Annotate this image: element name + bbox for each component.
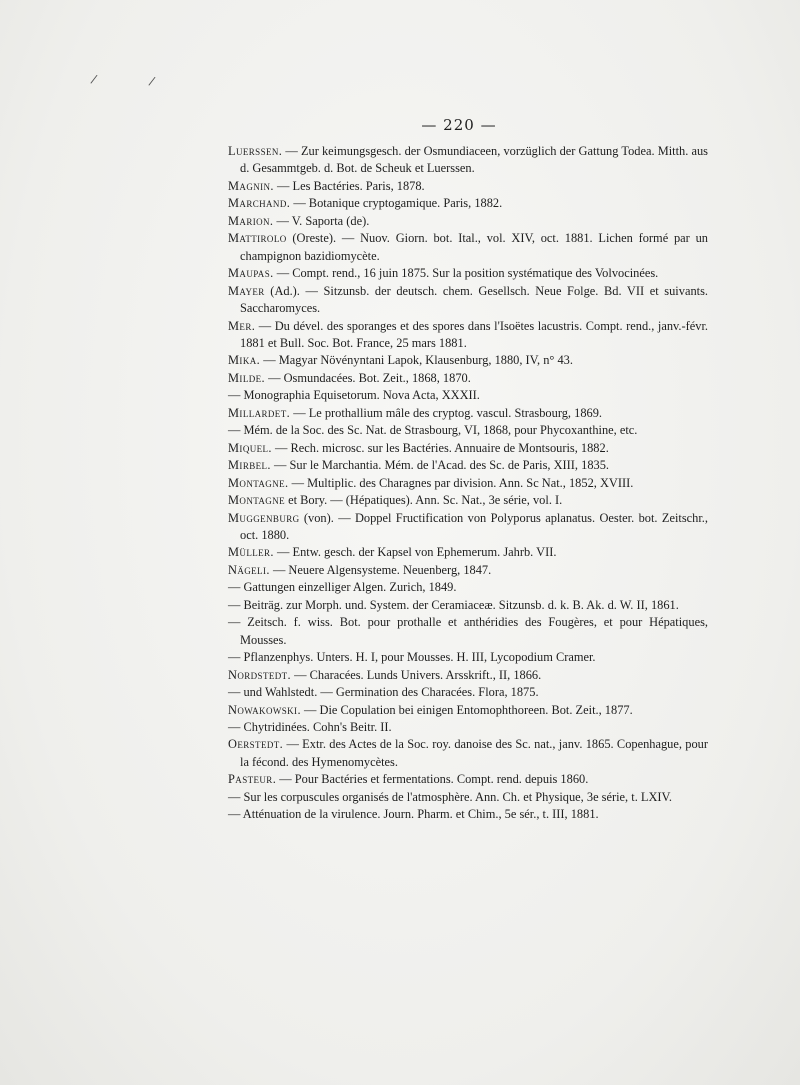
bibliography-entry (228, 806, 708, 823)
bibliography-list (228, 143, 708, 824)
entry-text: — Botanique cryptogamique. Paris, 1882. (290, 196, 503, 211)
bibliography-entry (228, 684, 708, 701)
bibliography-entry (228, 544, 708, 561)
bibliography-entry (228, 614, 708, 649)
bibliography-entry (228, 579, 708, 596)
entry-author: Mattirolo (228, 231, 287, 246)
entry-author: Maupas. (228, 266, 274, 281)
bibliography-entry (228, 195, 708, 212)
bibliography-entry (228, 283, 708, 318)
bibliography-entry (228, 352, 708, 369)
bibliography-entry (228, 667, 708, 684)
bibliography-entry (228, 789, 708, 806)
entry-text: — Gattungen einzelliger Algen. Zurich, 1849. (228, 580, 457, 595)
entry-author: Miquel. (228, 440, 272, 455)
entry-text: et Bory. — (Hépatiques). Ann. Sc. Nat., 3e série, vol. I. (285, 493, 563, 508)
entry-author: Luerssen. (228, 144, 283, 158)
bibliography-entry (228, 702, 708, 719)
bibliography-entry (228, 405, 708, 422)
entry-author: Nordstedt. (228, 667, 292, 682)
entry-text: — Sur le Marchantia. Mém. de l'Acad. des Sc. de Paris, XIII, 1835. (270, 458, 609, 473)
bibliography-entry (228, 492, 708, 509)
bibliography-entry (228, 510, 708, 545)
bibliography-entry (228, 736, 708, 771)
entry-author: Marion. (228, 213, 274, 228)
entry-author: Müller. (228, 545, 274, 560)
entry-text: — Le prothallium mâle des cryptog. vascul. Strasbourg, 1869. (290, 405, 602, 420)
entry-author: Mayer (228, 283, 265, 298)
bibliography-entry (228, 143, 708, 178)
entry-text: — Du dével. des sporanges et des spores dans l'Isoëtes lacustris. Compt. rend., janv.-févr. 1881 et Bull. Soc. Bot. France, 25 mars 1881. (240, 318, 708, 350)
entry-text: — und Wahlstedt. — Germination des Characées. Flora, 1875. (228, 685, 539, 700)
bibliography-entry (228, 440, 708, 457)
entry-author: Muggenburg (228, 510, 300, 525)
bibliography-entry (228, 230, 708, 265)
bibliography-entry (228, 457, 708, 474)
entry-text: — Monographia Equisetorum. Nova Acta, XXXII. (228, 388, 480, 403)
entry-text: — Chytridinées. Cohn's Beitr. II. (228, 719, 392, 734)
entry-author: Pasteur. (228, 772, 277, 787)
entry-text: (Ad.). — Sitzunsb. der deutsch. chem. Gesellsch. Neue Folge. Bd. VII et suivants. Saccharomyces. (240, 283, 708, 316)
entry-author: Montagne (228, 493, 285, 508)
entry-text: — V. Saporta (de). (273, 213, 370, 228)
entry-text: — Mém. de la Soc. des Sc. Nat. de Strasbourg, VI, 1868, pour Phycoxanthine, etc. (228, 423, 638, 438)
entry-author: Nowakowski. (228, 702, 301, 717)
page-number: — 220 — (421, 116, 497, 134)
entry-text: — Zur keimungsgesch. der Osmundiaceen, vorzüglich der Gattung Todea. Mitth. aus d. Gesammtgeb. d. Bot. de Scheuk et Luerssen. (240, 144, 708, 176)
entry-author: Milde. (228, 370, 266, 385)
entry-text: — Extr. des Actes de la Soc. roy. danoise des Sc. nat., janv. 1865. Copenhague, pour la fécond. des Hymenomycètes. (240, 737, 708, 769)
entry-text: (von). — Doppel Fructification von Polyporus aplanatus. Oester. bot. Zeitschr., oct. 1880. (240, 510, 708, 542)
entry-author: Mika. (228, 353, 261, 368)
entry-text: — Rech. microsc. sur les Bactéries. Annuaire de Montsouris, 1882. (271, 440, 609, 455)
entry-author: Mer. (228, 318, 256, 333)
entry-text: — Compt. rend., 16 juin 1875. Sur la position systématique des Volvocinées. (273, 266, 659, 281)
entry-author: Nägeli. (228, 562, 270, 577)
entry-author: Marchand. (228, 196, 291, 211)
bibliography-entry (228, 771, 708, 788)
stray-pencil-mark: / (147, 73, 157, 89)
bibliography-entry (228, 422, 708, 439)
entry-text: (Oreste). — Nuov. Giorn. bot. Ital., vol. XIV, oct. 1881. Lichen formé par un champignon bazidiomycète. (240, 231, 708, 263)
bibliography-entry (228, 475, 708, 492)
entry-text: — Zeitsch. f. wiss. Bot. pour prothalle et anthéridies des Fougères, et pour Hépatiques, Mousses. (228, 615, 708, 647)
bibliography-entry (228, 597, 708, 614)
entry-text: — Pour Bactéries et fermentations. Compt. rend. depuis 1860. (276, 772, 589, 787)
bibliography-entry (228, 649, 708, 666)
entry-author: Magnin. (228, 178, 274, 193)
bibliography-entry (228, 318, 708, 353)
entry-text: — Multiplic. des Charagnes par division. Ann. Sc Nat., 1852, XVIII. (288, 475, 634, 490)
entry-text: — Osmundacées. Bot. Zeit., 1868, 1870. (265, 370, 471, 385)
bibliography-entry (228, 562, 708, 579)
entry-text: — Die Copulation bei einigen Entomophthoreen. Bot. Zeit., 1877. (300, 702, 633, 717)
bibliography-entry (228, 265, 708, 282)
bibliography-entry (228, 213, 708, 230)
entry-author: Montagne. (228, 475, 289, 490)
entry-text: — Les Bactéries. Paris, 1878. (273, 178, 425, 193)
entry-text: — Beiträg. zur Morph. und. System. der Ceramiaceæ. Sitzunsb. d. k. B. Ak. d. W. II, 1861. (228, 597, 679, 612)
stray-pencil-mark: / (89, 71, 99, 87)
bibliography-entry (228, 370, 708, 387)
bibliography-entry (228, 387, 708, 404)
entry-author: Millardet. (228, 405, 291, 420)
entry-text: — Atténuation de la virulence. Journ. Pharm. et Chim., 5e sér., t. III, 1881. (228, 807, 599, 822)
entry-text: — Characées. Lunds Univers. Arsskrift., II, 1866. (291, 667, 542, 682)
entry-author: Oerstedt. (228, 737, 284, 752)
bibliography-entry (228, 178, 708, 195)
entry-text: — Entw. gesch. der Kapsel von Ephemerum. Jahrb. VII. (273, 545, 557, 560)
bibliography-entry (228, 719, 708, 736)
entry-text: — Magyar Növényntani Lapok, Klausenburg, 1880, IV, n° 43. (260, 353, 573, 368)
entry-text: — Pflanzenphys. Unters. H. I, pour Mousses. H. III, Lycopodium Cramer. (228, 650, 596, 665)
entry-text: — Sur les corpuscules organisés de l'atmosphère. Ann. Ch. et Physique, 3e série, t. LXIV. (228, 789, 672, 804)
entry-text: — Neuere Algensysteme. Neuenberg, 1847. (269, 562, 492, 577)
entry-author: Mirbel. (228, 458, 271, 473)
